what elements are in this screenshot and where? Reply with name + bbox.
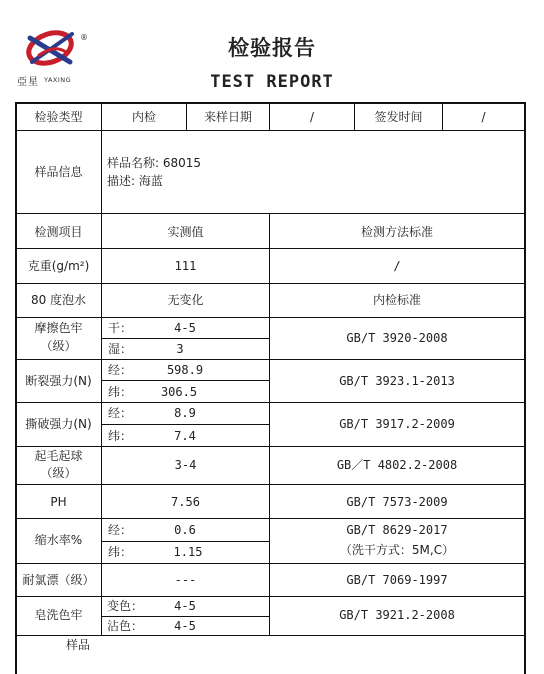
shrink-warp-label: 经： — [108, 523, 133, 537]
rub-label: 摩擦色牢 — [34, 321, 83, 335]
logo-english-text: YAXING — [44, 76, 72, 84]
logo-chinese-text: 亞星 — [17, 77, 39, 88]
break-warp-value: 598.9 — [166, 363, 204, 377]
pilling-label: 起毛起球 — [34, 449, 83, 463]
tear-label: 撕破强力(N) — [25, 417, 92, 431]
inspect-type-value: 内检 — [131, 110, 156, 124]
issue-time-label: 签发时间 — [374, 110, 423, 124]
tear-weft-value: 7.4 — [174, 429, 196, 443]
ph-label: PH — [50, 495, 67, 509]
break-warp-label: 经： — [108, 363, 133, 377]
shrink-warp-value: 0.6 — [174, 523, 196, 537]
shrink-label: 缩水率% — [34, 533, 83, 547]
soap-method: GB/T 3921.2-2008 — [339, 608, 455, 622]
sample-date-label: 来样日期 — [203, 110, 252, 124]
tear-warp-value: 8.9 — [174, 406, 196, 420]
column-value-header: 实测值 — [167, 225, 204, 239]
registered-mark: ® — [80, 33, 88, 42]
sample-label: 样品 — [66, 638, 91, 652]
issue-time-value: / — [481, 110, 486, 124]
break-weft-label: 纬： — [108, 385, 133, 399]
soak-label: 80 度泡水 — [30, 293, 87, 307]
rub-dry-value: 4-5 — [174, 321, 196, 335]
weight-value: 111 — [174, 259, 197, 273]
soak-method: 内检标准 — [372, 293, 421, 307]
pilling-label-unit: （级） — [40, 466, 77, 480]
tear-weft-label: 纬： — [108, 429, 133, 443]
break-label: 断裂强力(N) — [25, 374, 92, 388]
shrink-method-note: （洗干方式：5M,C） — [339, 543, 455, 557]
ph-value: 7.56 — [171, 495, 200, 509]
tear-method: GB/T 3917.2-2009 — [339, 417, 455, 431]
rub-wet-value: 3 — [176, 342, 184, 356]
soap-stain-label: 沾色： — [107, 619, 144, 633]
break-method: GB/T 3923.1-2013 — [339, 374, 455, 388]
report-title-chinese: 检验报告 — [228, 36, 316, 60]
chlorine-method: GB/T 7069-1997 — [346, 573, 448, 587]
sample-description: 描述: 海蓝 — [107, 174, 163, 188]
break-weft-value: 306.5 — [160, 385, 198, 399]
rub-dry-label: 干： — [108, 321, 133, 335]
report-title-english: TEST REPORT — [210, 72, 334, 92]
soap-stain-value: 4-5 — [174, 619, 196, 633]
rub-method: GB/T 3920-2008 — [346, 331, 448, 345]
rub-wet-label: 湿： — [108, 342, 133, 356]
shrink-weft-label: 纬： — [108, 545, 133, 559]
weight-label: 克重(g/m²) — [27, 259, 90, 273]
column-method-header: 检测方法标准 — [360, 225, 433, 239]
sample-info-label: 样品信息 — [34, 165, 83, 179]
rub-label-unit: （级） — [40, 339, 77, 353]
soap-change-label: 变色： — [107, 599, 144, 613]
tear-warp-label: 经： — [108, 406, 133, 420]
shrink-method: GB/T 8629-2017 — [346, 523, 448, 537]
weight-method: / — [393, 259, 401, 273]
inspect-type-label: 检验类型 — [34, 110, 83, 124]
shrink-weft-value: 1.15 — [173, 545, 203, 559]
column-item-header: 检测项目 — [34, 225, 83, 239]
ph-method: GB/T 7573-2009 — [346, 495, 448, 509]
pilling-value: 3-4 — [174, 458, 197, 472]
soap-label: 皂洗色牢 — [34, 608, 83, 622]
soap-change-value: 4-5 — [174, 599, 196, 613]
pilling-method: GB／T 4802.2-2008 — [336, 458, 458, 472]
soak-value: 无变化 — [167, 293, 204, 307]
chlorine-value: --- — [174, 573, 197, 587]
sample-date-value: / — [309, 110, 315, 124]
chlorine-label: 耐氯漂（级） — [22, 573, 95, 587]
sample-name: 样品名称: 68015 — [107, 156, 202, 170]
